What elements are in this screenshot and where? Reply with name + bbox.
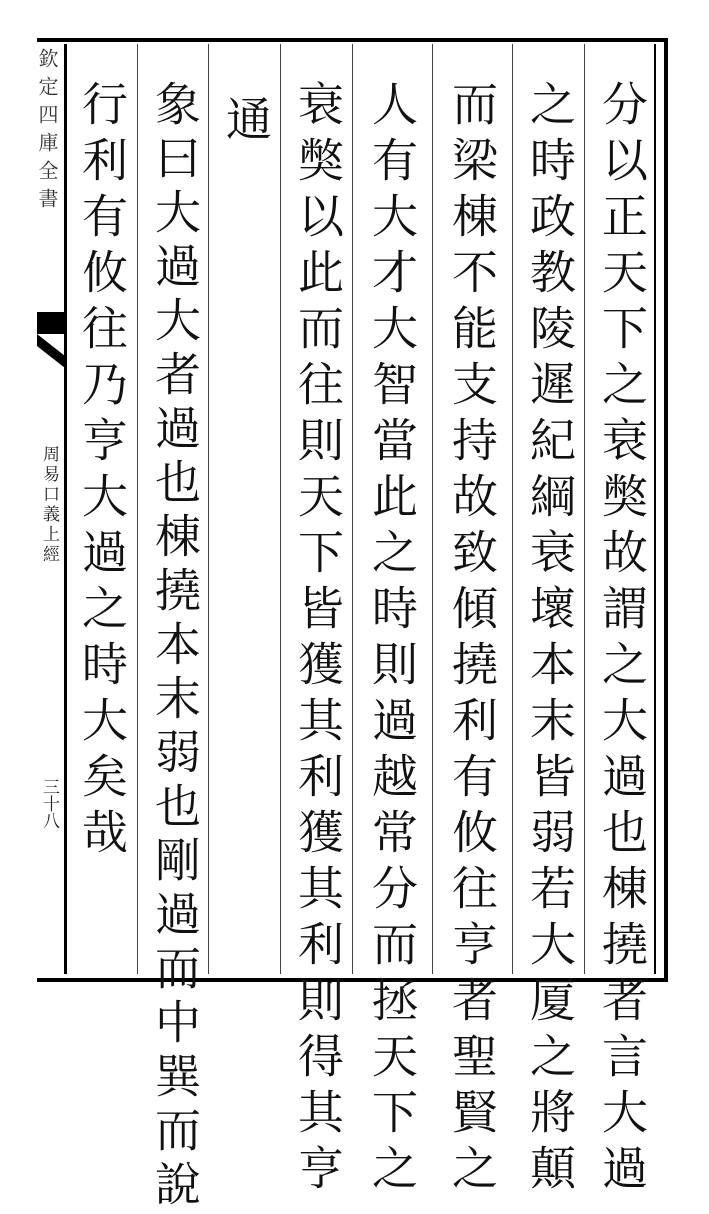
text-column-2: 之時政教陵遲紀綱衰壞本末皆弱若大厦之將顛 — [523, 80, 577, 1200]
text-column-4: 人有大才大智當此之時則過越常分而拯天下之 — [365, 80, 419, 1200]
column-divider — [208, 44, 209, 974]
text-column-7: 象曰大過大者過也棟撓本末弱也剛過而中巽而說 — [148, 80, 202, 1214]
column-divider — [584, 44, 585, 974]
margin-column-rule — [64, 44, 67, 974]
spine-title: 欽定四庫全書 — [35, 48, 59, 216]
page-number: 三十八 — [39, 778, 59, 829]
column-divider — [137, 44, 138, 974]
text-column-6: 通 — [219, 95, 273, 151]
column-divider — [512, 44, 513, 974]
column-divider — [352, 44, 353, 974]
column-divider — [432, 44, 433, 974]
book-title: 周易口義上經 — [39, 445, 59, 565]
frame-inner-rule — [654, 44, 656, 974]
text-column-8: 行利有攸往乃亨大過之時大矣哉 — [75, 80, 129, 864]
text-column-1: 分以正天下之衰獘故謂之大過也棟撓者言大過 — [595, 80, 649, 1200]
text-column-5: 衰獘以此而往則天下皆獲其利獲其利則得其亨 — [291, 80, 345, 1200]
text-column-3: 而梁棟不能支持故致傾撓利有攸往亨者聖賢之 — [445, 80, 499, 1200]
column-divider — [280, 44, 281, 974]
fish-tail-mark — [37, 312, 65, 372]
